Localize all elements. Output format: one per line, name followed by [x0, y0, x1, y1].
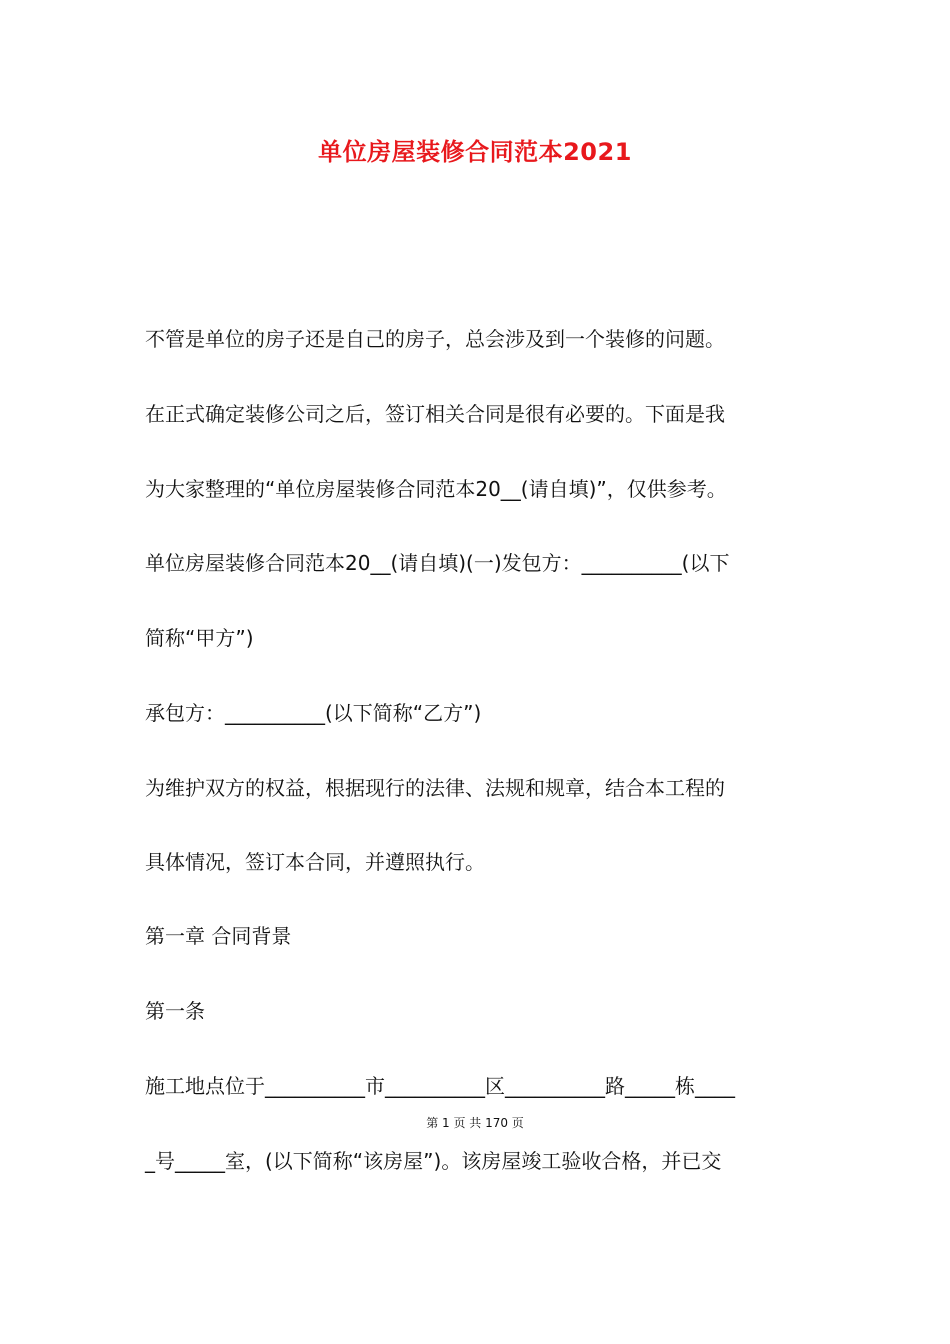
chapter-heading: 第一章 合同背景 [145, 924, 292, 948]
document-title: 单位房屋装修合同范本2021 [318, 138, 632, 166]
paragraph-line-4: 单位房屋装修合同范本20__(请自填)(一)发包方：__________(以下 [145, 551, 730, 575]
paragraph-line-6: 承包方：__________(以下简称“乙方”) [145, 701, 482, 725]
paragraph-line-11: 施工地点位于__________市__________区__________路_____栋____ [145, 1074, 735, 1098]
paragraph-line-5: 简称“甲方”) [145, 626, 254, 650]
article-heading: 第一条 [145, 999, 205, 1023]
paragraph-line-8: 具体情况，签订本合同，并遵照执行。 [145, 850, 485, 874]
paragraph-line-1: 不管是单位的房子还是自己的房子，总会涉及到一个装修的问题。 [145, 327, 725, 351]
paragraph-line-3: 为大家整理的“单位房屋装修合同范本20__(请自填)”，仅供参考。 [145, 477, 727, 501]
paragraph-line-2: 在正式确定装修公司之后，签订相关合同是很有必要的。下面是我 [145, 402, 725, 426]
paragraph-line-12: _号_____室，(以下简称“该房屋”)。该房屋竣工验收合格，并已交 [145, 1149, 722, 1173]
page-number-footer: 第 1 页 共 170 页 [426, 1116, 524, 1130]
paragraph-line-7: 为维护双方的权益，根据现行的法律、法规和规章，结合本工程的 [145, 776, 725, 800]
